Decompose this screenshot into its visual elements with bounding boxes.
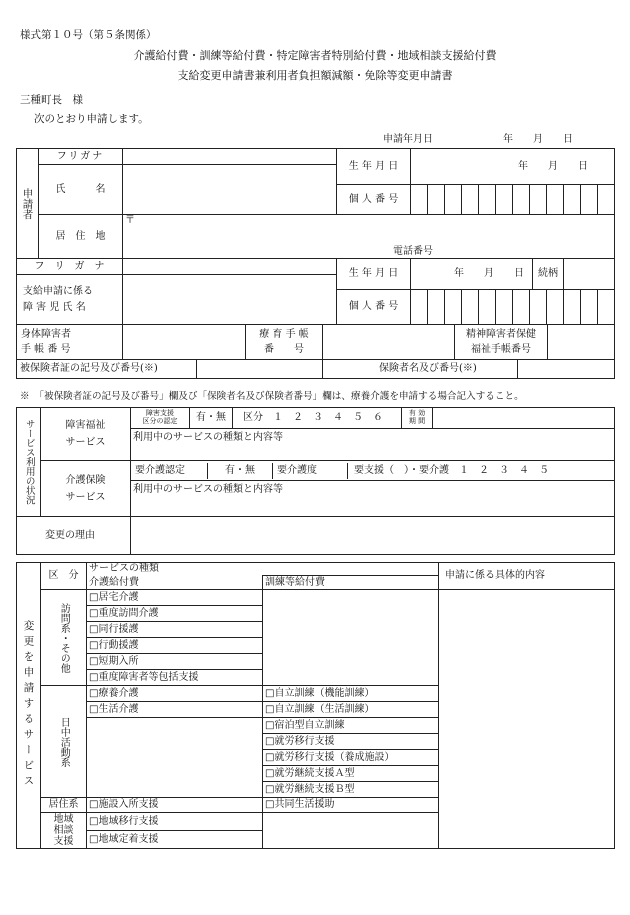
applicant-name-label: 氏 名 — [39, 165, 123, 215]
physical-cert-label: 身体障害者 手 帳 番 号 — [17, 325, 123, 360]
applicant-birth-field[interactable]: 年 月 日 — [411, 149, 615, 185]
checkbox-shuro-iko[interactable]: □就労移行支援 — [263, 734, 439, 750]
child-birth-label: 生 年 月 日 — [337, 259, 411, 290]
mental-cert-label: 精神障害者保健 福祉手帳番号 — [466, 329, 537, 355]
welfare-service-label: 障害福祉 サービス — [41, 408, 131, 461]
care-levels[interactable]: 要支援（ ）・要介護 １ ２ ３ ４ ５ — [347, 463, 614, 479]
detail-field[interactable] — [439, 590, 615, 849]
child-relation-label: 続柄 — [532, 259, 563, 289]
checkbox-hokatsu[interactable]: □重度障害者等包括支援 — [87, 670, 263, 686]
chiiki-category: 地域相談支援 — [41, 813, 87, 849]
ryoiku-cert-field[interactable] — [323, 325, 455, 360]
support-yes-no[interactable]: 有・無 — [189, 408, 232, 428]
checkbox-doko[interactable]: □同行援護 — [87, 622, 263, 638]
checkbox-chiiki-teichaku[interactable]: □地域定着支援 — [87, 831, 263, 849]
checkbox-keizoku-a[interactable]: □就労継続支援Ａ型 — [263, 766, 439, 782]
homon-kunren-empty — [263, 590, 439, 686]
kubun-header: 区 分 — [41, 563, 87, 590]
nichu-category: 日中活動系 — [41, 686, 87, 798]
support-kubun[interactable]: 区分 １ ２ ３ ４ ５ ６ — [232, 408, 401, 428]
insurer-label: 保険者名及び番号(※) — [379, 363, 477, 375]
applicant-furigana-label: フリガナ — [39, 149, 123, 165]
child-furigana-field[interactable] — [123, 259, 337, 275]
care-yes-no[interactable]: 有・無 — [207, 463, 272, 479]
insured-row — [17, 360, 323, 379]
checkbox-keizoku-b[interactable]: □就労継続支援Ｂ型 — [263, 782, 439, 798]
mental-cert-field[interactable] — [547, 325, 614, 359]
checkbox-kyotaku[interactable]: □居宅介護 — [87, 590, 263, 606]
mental-cert-pair — [455, 325, 615, 360]
applicant-mynumber-label: 個 人 番 号 — [337, 185, 411, 215]
kaigo-header: 介護給付費 — [87, 576, 263, 590]
care-degree-label: 要介護度 — [272, 463, 347, 479]
checkbox-seikatsu-kaigo[interactable]: □生活介護 — [87, 702, 263, 718]
ryoiku-cert-label: 療 育 手 帳 番 号 — [245, 325, 322, 359]
checkbox-chiiki-iko[interactable]: □地域移行支援 — [87, 813, 263, 831]
applicant-section-label: 申請者 — [17, 149, 39, 259]
applicant-name-field[interactable] — [123, 165, 337, 215]
child-name-label: 支給申請に係る 障 害 児 氏 名 — [17, 275, 123, 325]
checkbox-kyodo-seikatsu[interactable]: □共同生活援助 — [263, 798, 439, 813]
care-service-row — [131, 461, 615, 481]
addressee: 三種町長 様 — [20, 94, 83, 106]
form-number: 様式第１０号（第５条関係） — [20, 29, 157, 41]
applicant-address-label: 居 住 地 — [39, 215, 123, 259]
change-reason-field[interactable] — [131, 517, 615, 555]
care-service-label: 介護保険 サービス — [41, 461, 131, 517]
intro-text: 次のとおり申請します。 — [34, 113, 149, 125]
kunren-header: 訓練等給付費 — [263, 576, 439, 590]
applicant-address-field[interactable] — [123, 215, 615, 259]
applicant-birth-label: 生 年 月 日 — [337, 149, 411, 185]
physical-cert-field[interactable] — [123, 325, 245, 359]
note-text: ※ 「被保険者証の記号及び番号」欄及び「保険者名及び保険者番号」欄は、療養介護を申請する場合記入すること。 — [20, 391, 524, 402]
applicant-mynumber-field[interactable] — [411, 185, 615, 215]
apply-date[interactable]: 申請年月日 年 月 日 — [383, 134, 573, 145]
checkbox-shuro-iko-yosei[interactable]: □就労移行支援（養成施設） — [263, 750, 439, 766]
care-detail-field[interactable]: 利用中のサービスの種類と内容等 — [131, 481, 615, 517]
usage-table — [16, 407, 615, 555]
checkbox-kodo[interactable]: □行動援護 — [87, 638, 263, 654]
applicant-phone-label: 電話番号 — [393, 245, 433, 257]
checkbox-seikatsu-kunren[interactable]: □自立訓練（生活訓練） — [263, 702, 439, 718]
physical-cert-pair — [123, 325, 323, 360]
insured-no-field[interactable] — [196, 360, 322, 378]
child-furigana-label: フ リ ガ ナ — [17, 259, 123, 275]
care-cert-label: 要介護認定 — [135, 464, 185, 476]
child-mynumber-field[interactable] — [411, 290, 615, 325]
checkbox-shukuhaku[interactable]: □宿泊型自立訓練 — [263, 718, 439, 734]
applicant-table — [16, 148, 615, 379]
child-birth-field[interactable] — [411, 259, 615, 290]
change-section-label: 変更を申請するサービス — [17, 563, 41, 849]
form-title-line1: 介護給付費・訓練等給付費・特定障害者特別給付費・地域相談支援給付費 — [133, 49, 497, 62]
checkbox-shisetsu-nyusho[interactable]: □施設入所支援 — [87, 798, 263, 813]
welfare-detail-field[interactable]: 利用中のサービスの種類と内容等 — [131, 429, 615, 461]
applicant-furigana-field[interactable] — [123, 149, 337, 165]
detail-header: 申請に係る具体的内容 — [439, 563, 615, 590]
child-mynumber-label: 個 人 番 号 — [337, 290, 411, 325]
nichu-kaigo-empty — [87, 718, 263, 798]
kyoju-category: 居住系 — [41, 798, 87, 813]
postal-mark: 〒 — [125, 215, 135, 226]
insured-no-field-2[interactable] — [323, 360, 375, 378]
insurer-field[interactable] — [517, 360, 614, 378]
child-name-field[interactable] — [123, 275, 337, 325]
support-category-label: 障害支援 区分の認定 — [142, 409, 178, 425]
change-reason-label: 変更の理由 — [17, 517, 131, 555]
usage-section-label: サービス利用の状況 — [17, 408, 41, 517]
valid-period-label: 有 効 期 間 — [401, 408, 432, 428]
valid-period-field[interactable] — [432, 408, 614, 428]
checkbox-ryoyo[interactable]: □療養介護 — [87, 686, 263, 702]
checkbox-tanki[interactable]: □短期入所 — [87, 654, 263, 670]
insured-no-label: 被保険者証の記号及び番号(※) — [20, 363, 158, 375]
change-service-table — [16, 562, 615, 849]
form-title-line2: 支給変更申請書兼利用者負担額減額・免除等変更申請書 — [177, 69, 453, 82]
child-birth-ymd: 年 月 日 — [454, 268, 525, 280]
checkbox-kino-kunren[interactable]: □自立訓練（機能訓練） — [263, 686, 439, 702]
checkbox-judo-homon[interactable]: □重度訪問介護 — [87, 606, 263, 622]
welfare-service-row — [131, 408, 615, 429]
homon-category: 訪問系・その他 — [41, 590, 87, 686]
child-relation-field[interactable] — [563, 259, 614, 289]
insurer-row — [323, 360, 615, 379]
chiiki-kunren-empty — [263, 813, 439, 849]
service-type-header: サービスの種類 — [87, 563, 439, 576]
